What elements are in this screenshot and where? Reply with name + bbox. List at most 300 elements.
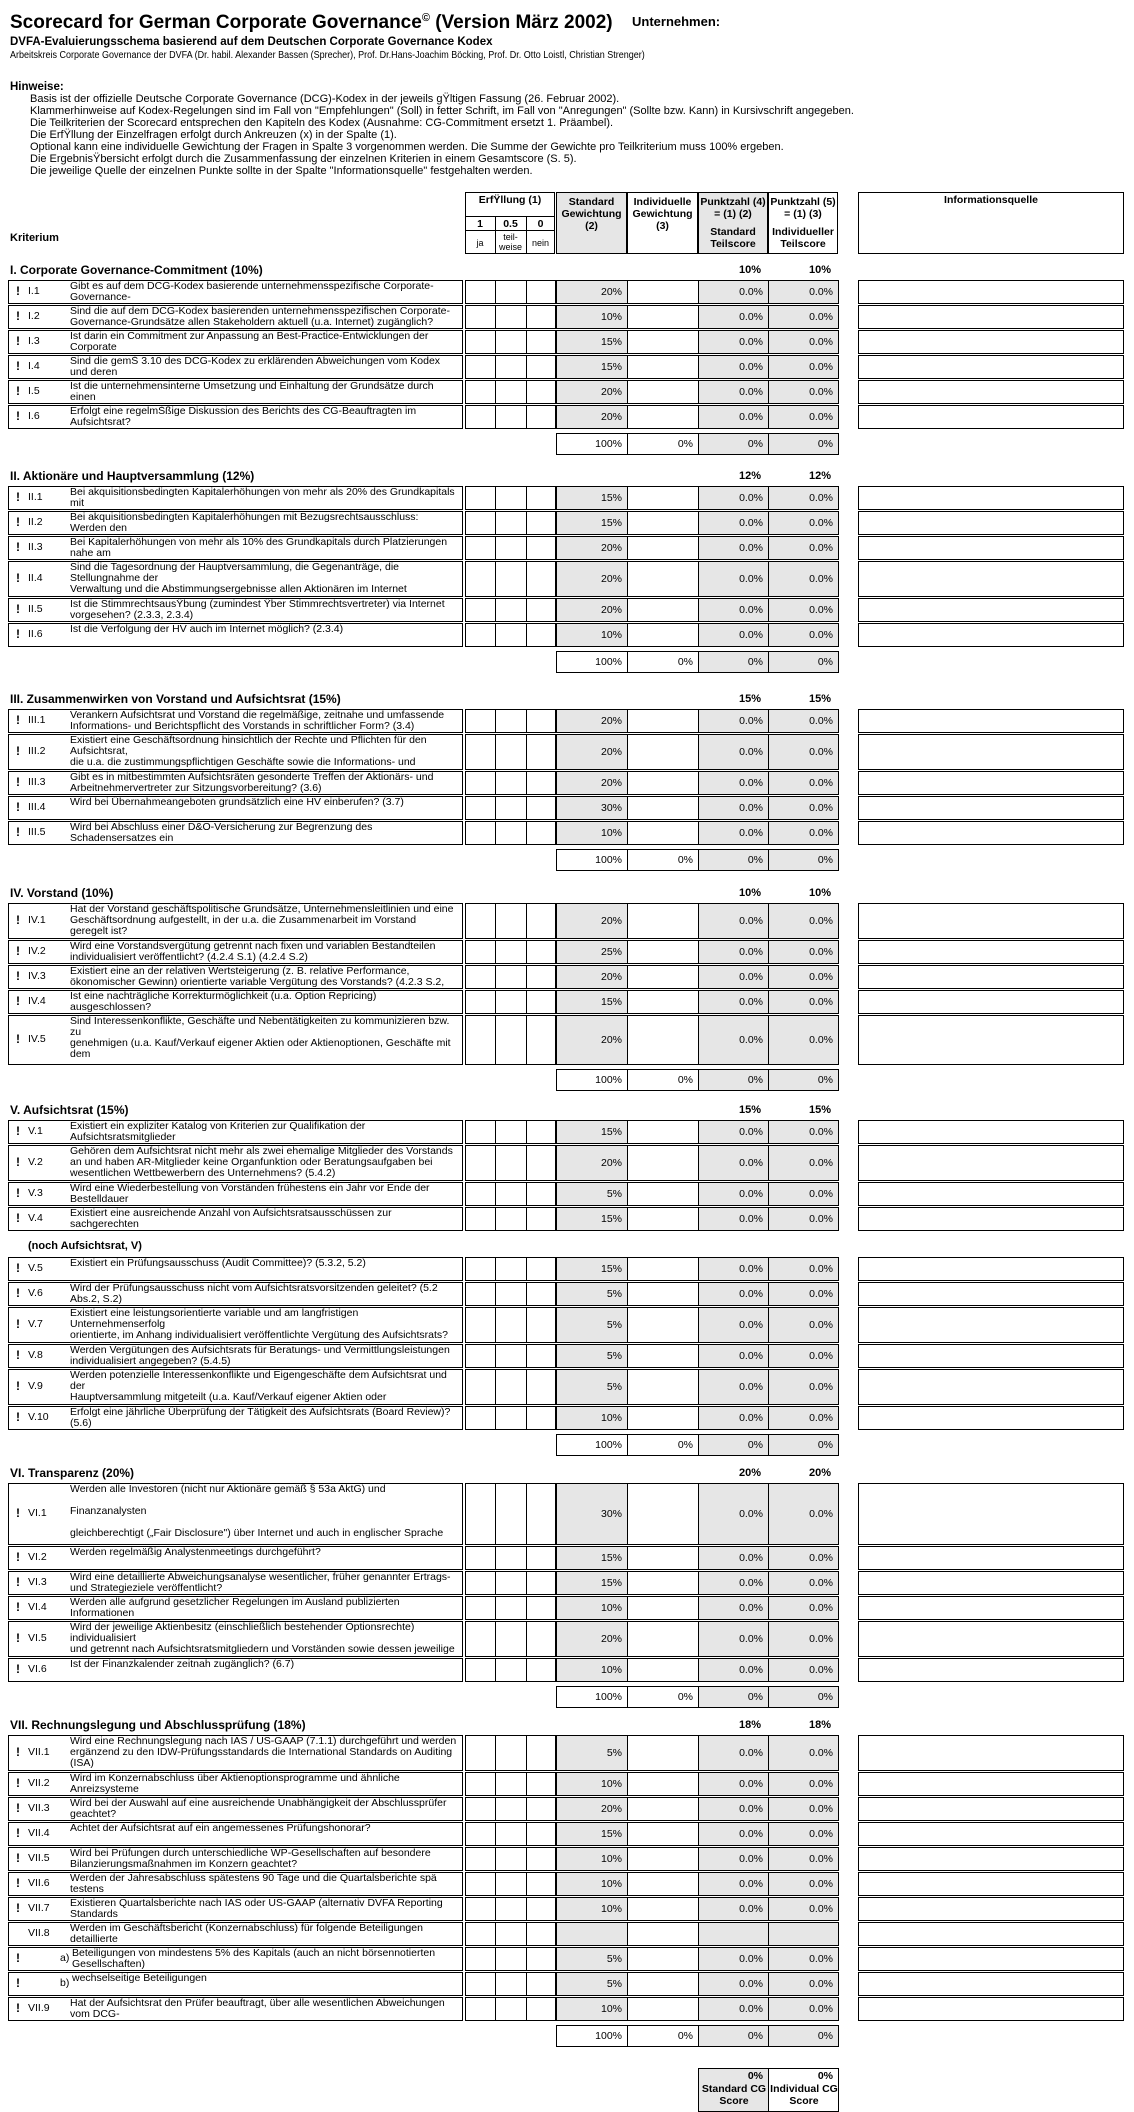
individual-weight-input[interactable] (627, 1621, 699, 1657)
individual-weight-input[interactable] (627, 305, 699, 329)
individual-weight-input[interactable] (627, 536, 699, 560)
criterion-text (70, 281, 460, 303)
info-source-input[interactable] (858, 511, 1124, 535)
fulfilment-checkbox[interactable] (465, 1546, 496, 1570)
individual-weight-input[interactable] (627, 1344, 699, 1368)
fulfilment-checkbox[interactable] (495, 1822, 527, 1846)
criterion-text-line: Gehören dem Aufsichtsrat nicht mehr als zwei ehemalige Mitglieder des Vorstands (70, 1146, 453, 1157)
info-source-input[interactable] (858, 1822, 1124, 1846)
individual-weight-input[interactable] (627, 1596, 699, 1620)
fulfilment-checkbox[interactable] (465, 1997, 496, 2021)
fulfilment-checkbox[interactable] (526, 305, 556, 329)
individual-weight-input[interactable] (627, 1406, 699, 1430)
fulfilment-checkbox[interactable] (465, 1483, 496, 1545)
fulfilment-checkbox[interactable] (465, 734, 496, 770)
criterion-text-line: Verankern Aufsichtsrat und Vorstand die regelmäßige, zeitnahe und umfassende (70, 710, 445, 721)
individual-weight-input[interactable] (627, 771, 699, 795)
individual-weight-input[interactable] (627, 1922, 699, 1946)
sum-standard (556, 651, 628, 673)
fulfilment-checkbox[interactable] (495, 486, 527, 510)
fulfilment-checkbox[interactable] (465, 405, 496, 429)
info-source-input[interactable] (858, 405, 1124, 429)
fulfilment-checkbox[interactable] (465, 1822, 496, 1846)
criterion-text-line: Gibt es auf dem DCG-Kodex basierende unternehmensspezifische Corporate- (70, 281, 434, 292)
fulfilment-checkbox[interactable] (526, 940, 556, 964)
fulfilment-checkbox[interactable] (526, 965, 556, 989)
fulfilment-checkbox[interactable] (495, 903, 527, 939)
fulfilment-checkbox[interactable] (465, 623, 496, 647)
sum-row (0, 849, 1134, 871)
fulfilment-checkbox[interactable] (526, 598, 556, 622)
fulfilment-checkbox[interactable] (495, 1658, 527, 1682)
points-standard-value: 0.0% (739, 1664, 763, 1676)
individual-weight-input[interactable] (627, 1997, 699, 2021)
individual-weight-input[interactable] (627, 1145, 699, 1181)
warning-mark-icon: ! (16, 1348, 20, 1362)
points-standard-sub: Standard Teilscore (710, 226, 756, 250)
info-source-input[interactable] (858, 536, 1124, 560)
warning-mark-icon: ! (16, 969, 20, 983)
fulfilment-checkbox[interactable] (495, 1546, 527, 1570)
individual-weight-input[interactable] (627, 405, 699, 429)
table-row (0, 305, 1134, 329)
points-individual-cell (768, 1546, 839, 1570)
sum-row (0, 1686, 1134, 1708)
fulfilment-checkbox[interactable] (526, 1735, 556, 1771)
fulfilment-checkbox[interactable] (526, 1369, 556, 1405)
info-source-input[interactable] (858, 598, 1124, 622)
fulfilment-checkbox[interactable] (465, 1872, 496, 1896)
divider (495, 216, 496, 254)
info-source-input[interactable] (858, 623, 1124, 647)
fulfilment-checkbox[interactable] (495, 1997, 527, 2021)
fulfilment-checkbox[interactable] (495, 1015, 527, 1065)
fulfilment-checkbox[interactable] (495, 1307, 527, 1343)
fulfilment-checkbox[interactable] (526, 796, 556, 820)
fulfilment-checkbox[interactable] (495, 330, 527, 354)
fulfilment-checkbox[interactable] (495, 1120, 527, 1144)
info-source-input[interactable] (858, 734, 1124, 770)
hint-line: Optional kann eine individuelle Gewichtung der Fragen in Spalte 3 vorgenommen werden. Die Summe der Gewichte pro Teilkriterium muss 100% ergeben. (30, 141, 784, 153)
fulfilment-checkbox[interactable] (526, 1772, 556, 1796)
info-source-input[interactable] (858, 940, 1124, 964)
fulfilment-checkbox[interactable] (465, 536, 496, 560)
points-individual-cell (768, 598, 839, 622)
fulfilment-checkbox[interactable] (526, 771, 556, 795)
fulfilment-checkbox[interactable] (465, 1571, 496, 1595)
fulfilment-checkbox[interactable] (465, 1772, 496, 1796)
info-source-input[interactable] (858, 1947, 1124, 1971)
criterion-text (70, 1370, 460, 1404)
info-source-input[interactable] (858, 1872, 1124, 1896)
fulfilment-checkbox[interactable] (465, 598, 496, 622)
info-source-input[interactable] (858, 1658, 1124, 1682)
info-source-input[interactable] (858, 821, 1124, 845)
info-source-input[interactable] (858, 561, 1124, 597)
table-row (0, 1546, 1134, 1570)
info-source-input[interactable] (858, 1307, 1124, 1343)
individual-weight-input[interactable] (627, 1947, 699, 1971)
individual-weight-input[interactable] (627, 561, 699, 597)
fulfilment-checkbox[interactable] (465, 1369, 496, 1405)
fulfilment-checkbox[interactable] (465, 486, 496, 510)
fulfilment-checkbox[interactable] (526, 990, 556, 1014)
info-source-input[interactable] (858, 1546, 1124, 1570)
fulfilment-checkbox[interactable] (465, 1257, 496, 1281)
fulfilment-checkbox[interactable] (526, 1483, 556, 1545)
fulfilment-checkbox[interactable] (465, 1897, 496, 1921)
fulfilment-checkbox[interactable] (526, 380, 556, 404)
info-source-input[interactable] (858, 486, 1124, 510)
points-individual-cell (768, 1596, 839, 1620)
standard-weight-value: 5% (606, 1953, 622, 1965)
fulfilment-checkbox[interactable] (495, 1596, 527, 1620)
fulfilment-checkbox[interactable] (526, 486, 556, 510)
fulfilment-checkbox[interactable] (526, 623, 556, 647)
fulfilment-checkbox[interactable] (465, 1120, 496, 1144)
individual-weight-input[interactable] (627, 1772, 699, 1796)
fulfilment-checkbox[interactable] (526, 280, 556, 304)
fulfilment-checkbox[interactable] (526, 1797, 556, 1821)
fulfilment-checkbox[interactable] (465, 561, 496, 597)
fulfilment-checkbox[interactable] (495, 355, 527, 379)
fulfilment-checkbox[interactable] (465, 903, 496, 939)
info-source-input[interactable] (858, 1997, 1124, 2021)
individual-weight-input[interactable] (627, 1972, 699, 1996)
info-source-input[interactable] (858, 965, 1124, 989)
info-source-input[interactable] (858, 1145, 1124, 1181)
fulfilment-checkbox[interactable] (526, 561, 556, 597)
fulfilment-checkbox[interactable] (465, 1947, 496, 1971)
fulfilment-checkbox[interactable] (495, 536, 527, 560)
fulfilment-checkbox[interactable] (495, 1847, 527, 1871)
fulfilment-checkbox[interactable] (495, 796, 527, 820)
info-source-input[interactable] (858, 330, 1124, 354)
fulfilment-checkbox[interactable] (495, 1972, 527, 1996)
info-source-input[interactable] (858, 903, 1124, 939)
criterion-id: III.2 (28, 745, 46, 757)
individual-weight-input[interactable] (627, 1847, 699, 1871)
info-source-input[interactable] (858, 380, 1124, 404)
criterion-text-line: Werden Vergütungen des Aufsichtsrats für Beratungs- und Vermittlungsleistungen (70, 1345, 450, 1356)
fulfilment-checkbox[interactable] (495, 1344, 527, 1368)
info-source-input[interactable] (858, 1571, 1124, 1595)
fulfilment-checkbox[interactable] (495, 1772, 527, 1796)
fulfilment-checkbox[interactable] (465, 1847, 496, 1871)
table-row (0, 1772, 1134, 1796)
points-standard-cell (698, 280, 769, 304)
points-individual-cell (768, 771, 839, 795)
fulfilment-checkbox[interactable] (526, 1571, 556, 1595)
individual-weight-input[interactable] (627, 1822, 699, 1846)
fulfilment-checkbox[interactable] (495, 1483, 527, 1545)
total-standard (698, 1434, 769, 1456)
fulfilment-checkbox[interactable] (495, 1282, 527, 1306)
fulfilment-checkbox[interactable] (495, 1621, 527, 1657)
fulfilment-checkbox[interactable] (465, 1307, 496, 1343)
fulfilment-checkbox[interactable] (465, 1658, 496, 1682)
fulfilment-checkbox[interactable] (465, 1797, 496, 1821)
fulfilment-checkbox[interactable] (465, 1145, 496, 1181)
criterion-text-line: Sind die auf dem DCG-Kodex basierenden unternehmensspezifischen Corporate- (70, 306, 450, 317)
individual-weight-input[interactable] (627, 1015, 699, 1065)
fulfilment-checkbox[interactable] (495, 1406, 527, 1430)
individual-weight-input[interactable] (627, 1207, 699, 1231)
standard-weight-cell (556, 598, 628, 622)
standard-weight-value: 15% (600, 336, 622, 348)
fulfilment-checkbox[interactable] (465, 821, 496, 845)
fulfilment-checkbox[interactable] (465, 940, 496, 964)
individual-weight-input[interactable] (627, 1182, 699, 1206)
fulfilment-checkbox[interactable] (465, 1406, 496, 1430)
fulfilment-checkbox[interactable] (495, 1797, 527, 1821)
individual-weight-input[interactable] (627, 623, 699, 647)
points-individual-value: 0.0% (809, 1577, 833, 1589)
fulfilment-checkbox[interactable] (495, 990, 527, 1014)
individual-weight-input[interactable] (627, 903, 699, 939)
points-individual-value: 0.0% (809, 1878, 833, 1890)
fulfilment-checkbox[interactable] (465, 1344, 496, 1368)
individual-weight-input[interactable] (627, 796, 699, 820)
fulfilment-checkbox[interactable] (495, 1872, 527, 1896)
info-source-input[interactable] (858, 1797, 1124, 1821)
fulfilment-checkbox[interactable] (495, 280, 527, 304)
fulfilment-checkbox[interactable] (495, 965, 527, 989)
fulfilment-checkbox[interactable] (526, 536, 556, 560)
fulfilment-checkbox[interactable] (526, 1282, 556, 1306)
fulfilment-checkbox[interactable] (495, 709, 527, 733)
fulfilment-checkbox[interactable] (526, 405, 556, 429)
fulfilment-checkbox[interactable] (526, 1922, 556, 1946)
info-source-input[interactable] (858, 1120, 1124, 1144)
fulfilment-checkbox[interactable] (495, 940, 527, 964)
fulfilment-checkbox[interactable] (465, 1596, 496, 1620)
individual-weight-input[interactable] (627, 380, 699, 404)
criterion-text-line: gleichberechtigt („Fair Disclosure") über Internet und auch in englischer Sprache (70, 1527, 444, 1539)
individual-weight-input[interactable] (627, 486, 699, 510)
fulfilment-checkbox[interactable] (526, 821, 556, 845)
fulfilment-checkbox[interactable] (495, 1897, 527, 1921)
individual-weight-input[interactable] (627, 1120, 699, 1144)
fulfilment-checkbox[interactable] (526, 1307, 556, 1343)
fulfilment-checkbox[interactable] (495, 821, 527, 845)
criterion-id: VII.5 (28, 1852, 50, 1864)
individual-weight-input[interactable] (627, 280, 699, 304)
info-source-input[interactable] (858, 1257, 1124, 1281)
info-source-input[interactable] (858, 1015, 1124, 1065)
info-source-input[interactable] (858, 771, 1124, 795)
individual-weight-input[interactable] (627, 1872, 699, 1896)
info-source-input[interactable] (858, 1772, 1124, 1796)
info-source-input[interactable] (858, 1344, 1124, 1368)
info-source-input[interactable] (858, 1369, 1124, 1405)
fulfilment-checkbox[interactable] (495, 771, 527, 795)
fulfilment-checkbox[interactable] (526, 903, 556, 939)
fulfilment-checkbox[interactable] (465, 709, 496, 733)
criterion-text (70, 1823, 460, 1845)
individual-weight-input[interactable] (627, 734, 699, 770)
info-source-input[interactable] (858, 1735, 1124, 1771)
info-source-input[interactable] (858, 1972, 1124, 1996)
individual-weight-input[interactable] (627, 1658, 699, 1682)
fulfilment-checkbox[interactable] (526, 511, 556, 535)
fulfilment-checkbox[interactable] (526, 1621, 556, 1657)
fulfilment-checkbox[interactable] (465, 511, 496, 535)
fulfilment-checkbox[interactable] (526, 709, 556, 733)
individual-weight-input[interactable] (627, 330, 699, 354)
fulfilment-checkbox[interactable] (526, 1182, 556, 1206)
info-source-input[interactable] (858, 1182, 1124, 1206)
info-source-input[interactable] (858, 1282, 1124, 1306)
fulfilment-checkbox[interactable] (495, 1922, 527, 1946)
individual-weight-input[interactable] (627, 940, 699, 964)
fulfilment-checkbox[interactable] (526, 1546, 556, 1570)
fulfilment-checkbox[interactable] (526, 1406, 556, 1430)
fulfilment-checkbox[interactable] (526, 1947, 556, 1971)
info-source-input[interactable] (858, 1406, 1124, 1430)
info-source-input[interactable] (858, 796, 1124, 820)
fulfilment-checkbox[interactable] (526, 1145, 556, 1181)
points-standard-cell (698, 486, 769, 510)
fulfilment-checkbox[interactable] (495, 1257, 527, 1281)
fulfilment-checkbox[interactable] (465, 771, 496, 795)
fulfilment-checkbox[interactable] (465, 355, 496, 379)
fulfilment-checkbox[interactable] (465, 1972, 496, 1996)
sum-individual (627, 849, 699, 871)
fulfilment-checkbox[interactable] (526, 1207, 556, 1231)
fulfilment-checkbox[interactable] (495, 1571, 527, 1595)
fulfilment-checkbox[interactable] (465, 1182, 496, 1206)
points-individual-cell (768, 990, 839, 1014)
fulfilment-checkbox[interactable] (495, 598, 527, 622)
fulfilment-checkbox[interactable] (465, 990, 496, 1014)
fulfilment-checkbox[interactable] (495, 734, 527, 770)
fulfilment-checkbox[interactable] (465, 305, 496, 329)
fulfilment-checkbox[interactable] (465, 1922, 496, 1946)
fulfilment-checkbox[interactable] (526, 1822, 556, 1846)
individual-weight-input[interactable] (627, 1546, 699, 1570)
individual-weight-input[interactable] (627, 1571, 699, 1595)
fulfilment-checkbox[interactable] (465, 1207, 496, 1231)
points-standard-cell (698, 1015, 769, 1065)
fulfilment-checkbox[interactable] (526, 1344, 556, 1368)
info-source-input[interactable] (858, 1207, 1124, 1231)
individual-weight-input[interactable] (627, 1307, 699, 1343)
criterion-text-line: Corporate (70, 341, 117, 353)
fulfilment-checkbox[interactable] (465, 965, 496, 989)
individual-weight-input[interactable] (627, 1282, 699, 1306)
standard-weight-value: 20% (600, 604, 622, 616)
info-source-input[interactable] (858, 1897, 1124, 1921)
overall-individual-label: Individual CG Score (770, 2083, 838, 2107)
points-standard-value: 0.0% (739, 336, 763, 348)
standard-weight-cell (556, 1596, 628, 1620)
fulfilment-checkbox[interactable] (465, 1015, 496, 1065)
fulfilment-checkbox[interactable] (526, 330, 556, 354)
info-source-input[interactable] (858, 1483, 1124, 1545)
criterion-text-line: Hauptversammlung mitgeteilt (u.a. Kauf/Verkauf eigener Aktien oder (70, 1391, 387, 1403)
criterion-text-line: Unternehmenserfolg (70, 1318, 166, 1330)
fulfilment-checkbox[interactable] (495, 1735, 527, 1771)
fulfilment-checkbox[interactable] (526, 1872, 556, 1896)
fulfilment-checkbox[interactable] (495, 1207, 527, 1231)
individual-weight-input[interactable] (627, 1257, 699, 1281)
fulfilment-checkbox[interactable] (526, 1257, 556, 1281)
info-source-input[interactable] (858, 1847, 1124, 1871)
individual-weight-input[interactable] (627, 965, 699, 989)
fulfilment-checkbox[interactable] (526, 355, 556, 379)
fulfilment-checkbox[interactable] (465, 1735, 496, 1771)
fulfilment-checkbox[interactable] (465, 380, 496, 404)
hint-line: Die ErfŸllung der Einzelfragen erfolgt durch Ankreuzen (x) in der Spalte (1). (30, 129, 397, 141)
individual-weight-input[interactable] (627, 1369, 699, 1405)
info-source-input[interactable] (858, 280, 1124, 304)
individual-weight-input[interactable] (627, 709, 699, 733)
individual-weight-input[interactable] (627, 1735, 699, 1771)
fulfilment-checkbox[interactable] (526, 1897, 556, 1921)
table-row (0, 1972, 1134, 1996)
info-source-input[interactable] (858, 1621, 1124, 1657)
fulfilment-checkbox[interactable] (465, 1282, 496, 1306)
individual-weight-input[interactable] (627, 1897, 699, 1921)
fulfilment-checkbox[interactable] (526, 1120, 556, 1144)
fulfilment-checkbox[interactable] (526, 1847, 556, 1871)
fulfilment-checkbox[interactable] (495, 561, 527, 597)
fulfilment-checkbox[interactable] (495, 1947, 527, 1971)
fulfilment-checkbox[interactable] (526, 1015, 556, 1065)
total-standard-value: 0% (747, 854, 763, 866)
individual-weight-input[interactable] (627, 821, 699, 845)
info-source-input[interactable] (858, 1596, 1124, 1620)
fulfilment-checkbox[interactable] (465, 280, 496, 304)
fulfilment-checkbox[interactable] (526, 1972, 556, 1996)
info-source-input[interactable] (858, 1922, 1124, 1946)
fulfilment-checkbox[interactable] (495, 1369, 527, 1405)
fulfilment-checkbox[interactable] (465, 796, 496, 820)
fulfilment-checkbox[interactable] (495, 511, 527, 535)
points-individual-cell (768, 330, 839, 354)
section-weight-standard: 10% (738, 887, 761, 899)
individual-weight-input[interactable] (627, 990, 699, 1014)
points-standard-value: 0.0% (739, 1412, 763, 1424)
fulfilment-checkbox[interactable] (465, 330, 496, 354)
info-source-input[interactable] (858, 990, 1124, 1014)
individual-weight-input[interactable] (627, 1483, 699, 1545)
points-individual-value: 0.0% (809, 777, 833, 789)
fulfilment-checkbox[interactable] (526, 734, 556, 770)
fulfilment-checkbox[interactable] (495, 1145, 527, 1181)
info-source-input[interactable] (858, 355, 1124, 379)
fulfilment-checkbox[interactable] (495, 380, 527, 404)
fulfilment-checkbox[interactable] (495, 405, 527, 429)
individual-weight-input[interactable] (627, 355, 699, 379)
info-source-input[interactable] (858, 305, 1124, 329)
individual-weight-input[interactable] (627, 1797, 699, 1821)
fulfilment-checkbox[interactable] (495, 305, 527, 329)
points-standard-value: 0.0% (739, 573, 763, 585)
fulfilment-checkbox[interactable] (526, 1997, 556, 2021)
fulfilment-checkbox[interactable] (526, 1596, 556, 1620)
individual-weight-input[interactable] (627, 511, 699, 535)
fulfilment-checkbox[interactable] (495, 623, 527, 647)
individual-weight-input[interactable] (627, 598, 699, 622)
fulfilment-checkbox[interactable] (465, 1621, 496, 1657)
points-standard-cell (698, 1822, 769, 1846)
fulfilment-checkbox[interactable] (526, 1658, 556, 1682)
info-source-input[interactable] (858, 709, 1124, 733)
fulfilment-checkbox[interactable] (495, 1182, 527, 1206)
criterion-text (70, 1848, 460, 1870)
